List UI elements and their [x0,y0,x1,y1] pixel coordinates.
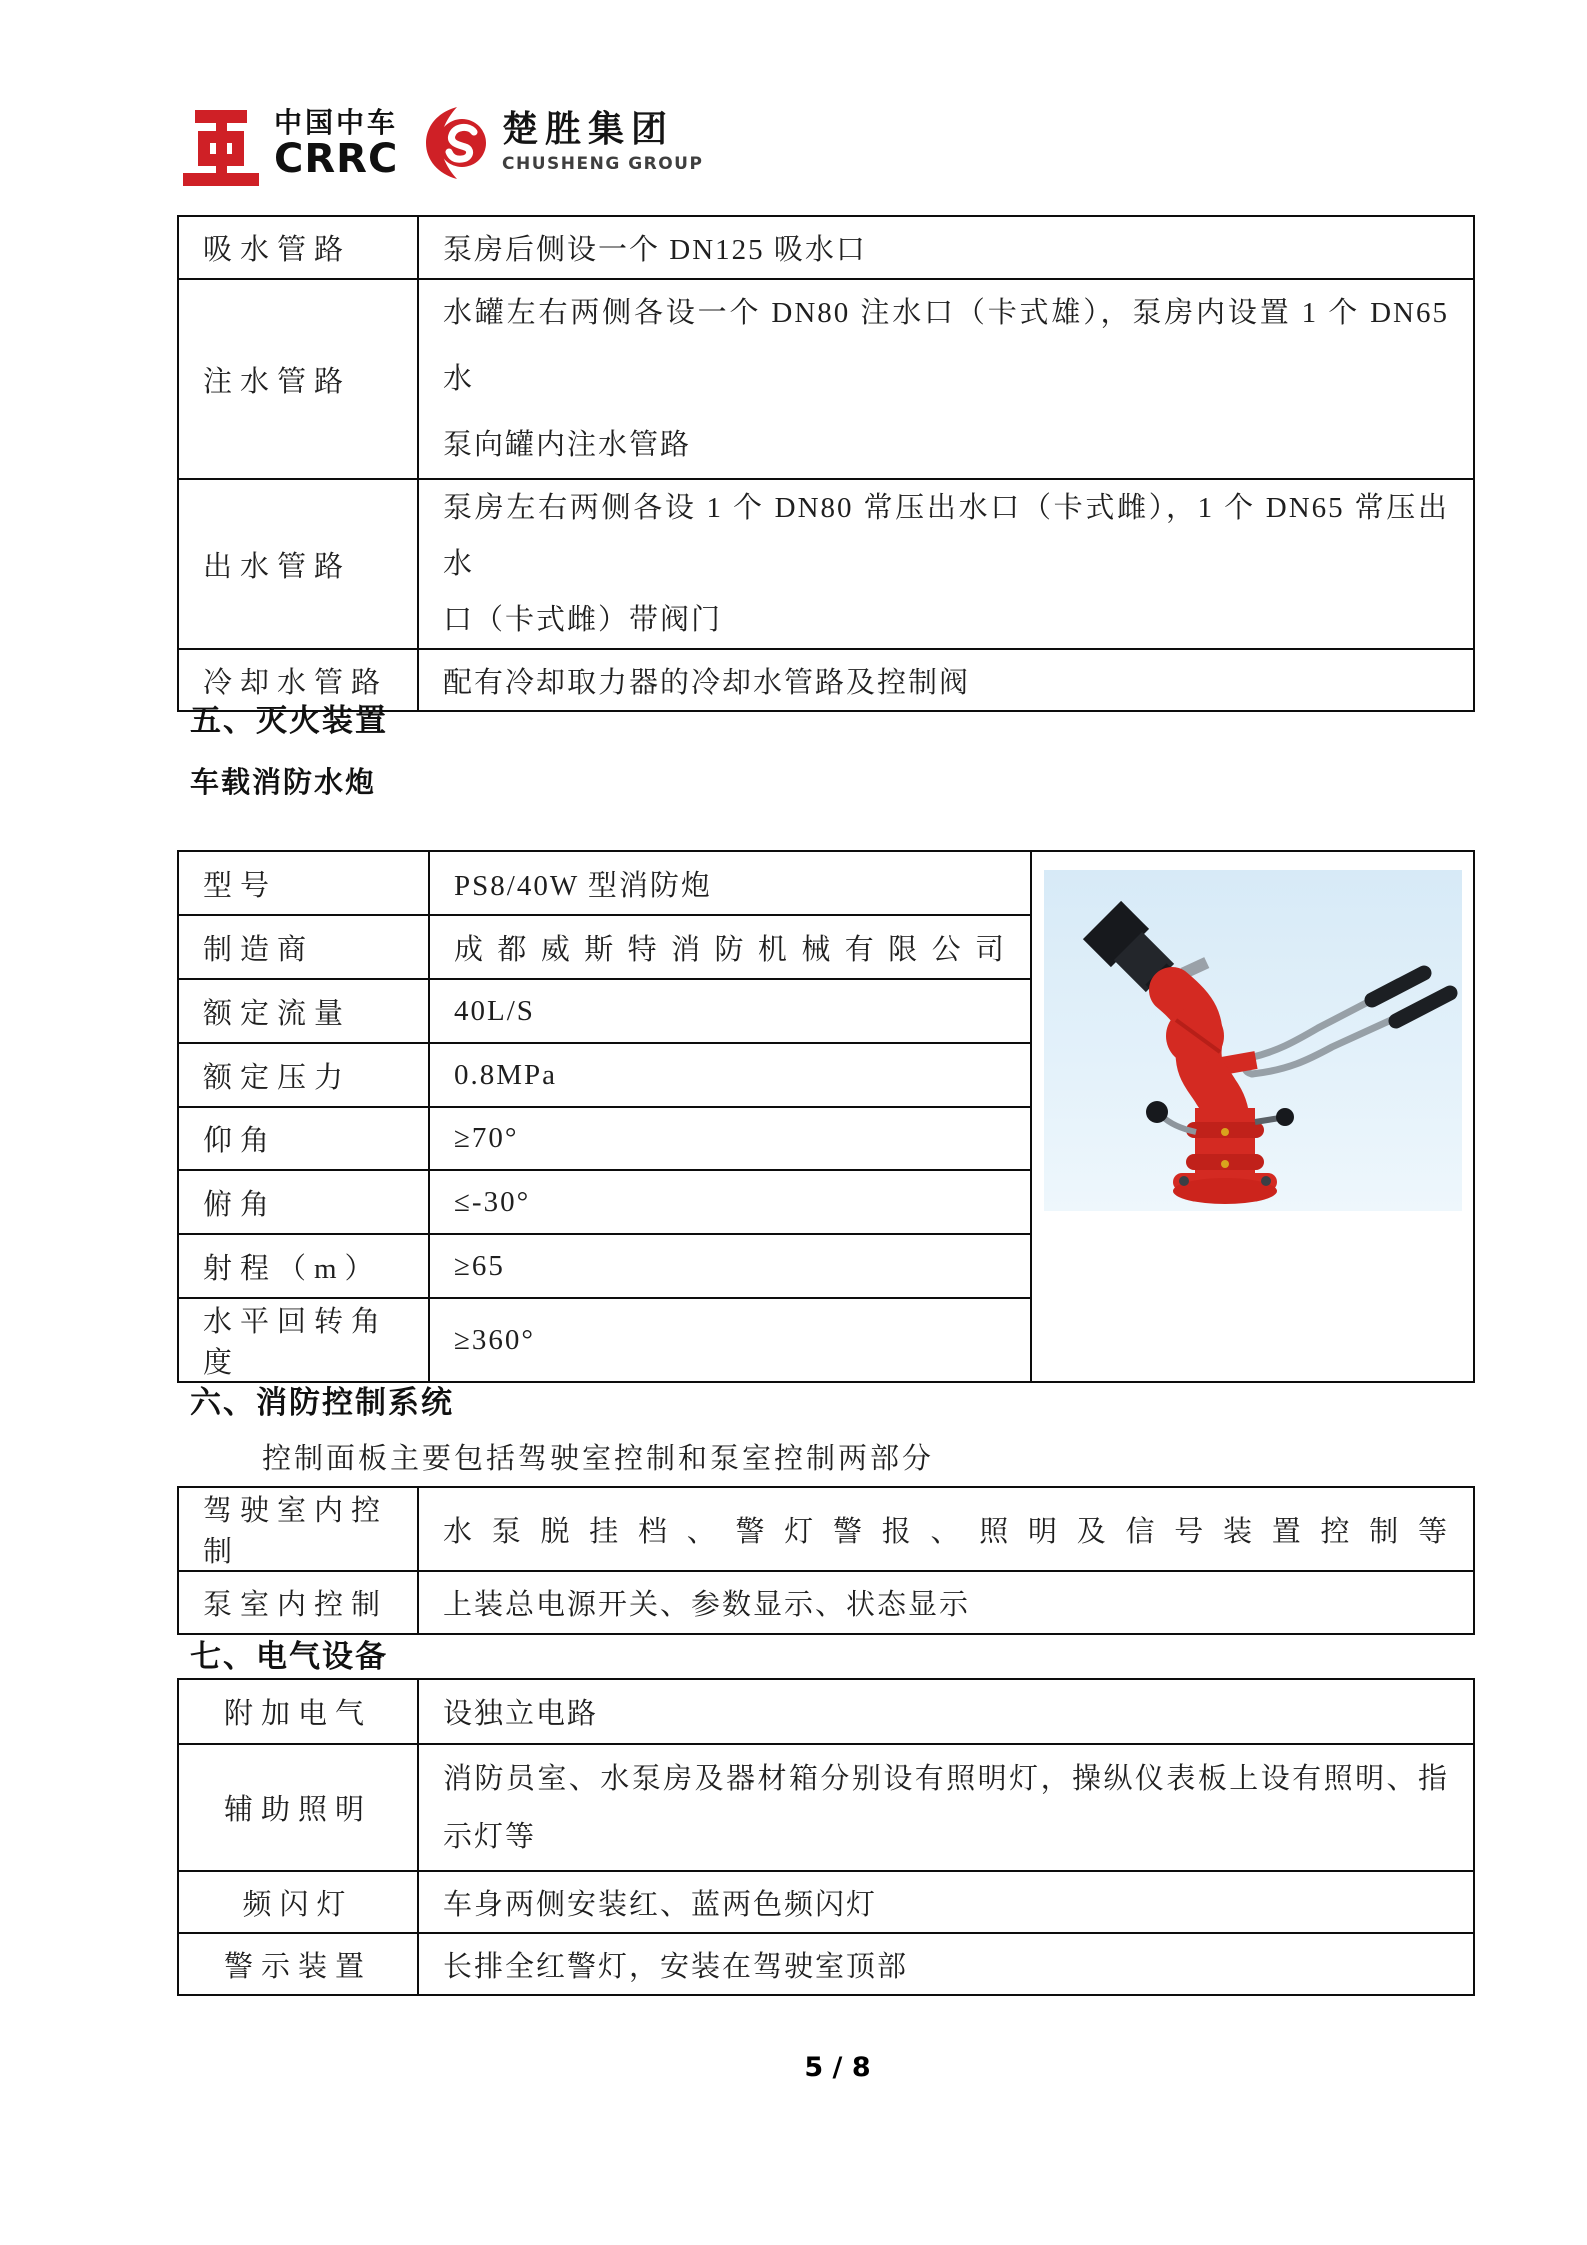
row-value: ≥360° [429,1298,1031,1382]
row-label: 型号 [178,851,429,915]
table-row [178,1487,1474,1571]
row-label: 警示装置 [178,1933,418,1995]
fire-monitor-spec-table [177,850,1475,1383]
crrc-logo-text [274,106,399,182]
row-value: 配有冷却取力器的冷却水管路及控制阀 [418,649,1474,711]
row-label: 仰角 [178,1107,429,1170]
control-table [177,1486,1475,1635]
page-number: 5 / 8 [804,2052,871,2083]
row-label: 额定压力 [178,1043,429,1107]
section-5-title: 五、灭火装置 [190,703,388,739]
row-value: 泵房左右两侧各设 1 个 DN80 常压出水口（卡式雌），1 个 DN65 常压出水 口（卡式雌）带阀门 [418,479,1474,649]
chusheng-logo-zh: 楚胜集团 [502,109,675,150]
table-row [178,1744,1474,1871]
row-label: 水平回转角度 [178,1298,429,1382]
crrc-logo-zh: 中国中车 [274,106,399,139]
section-6-title: 六、消防控制系统 [190,1385,454,1421]
row-label: 吸水管路 [178,216,418,279]
row-label: 射程（m） [178,1234,429,1298]
row-value: 长排全红警灯，安装在驾驶室顶部 [418,1933,1474,1995]
row-value: 成都威斯特消防机械有限公司 [429,915,1031,979]
table-row [178,1679,1474,1744]
row-label: 附加电气 [178,1679,418,1744]
row-value: PS8/40W 型消防炮 [429,851,1031,915]
table-row [178,851,1474,915]
crrc-logo-icon [183,110,259,186]
row-value: 泵房后侧设一个 DN125 吸水口 [418,216,1474,279]
row-label: 出水管路 [178,479,418,649]
electrical-table [177,1678,1475,1996]
row-value: 消防员室、水泵房及器材箱分别设有照明灯，操纵仪表板上设有照明、指 示灯等 [418,1744,1474,1871]
row-value: 设独立电路 [418,1679,1474,1744]
row-label: 冷却水管路 [178,649,418,711]
row-label: 泵室内控制 [178,1571,418,1634]
row-label: 额定流量 [178,979,429,1043]
section-7-title: 七、电气设备 [190,1639,388,1675]
table-row [178,216,1474,279]
row-value: ≤-30° [429,1170,1031,1234]
piping-table [177,215,1475,712]
crrc-logo-en: CRRC [274,136,399,182]
row-value: ≥70° [429,1107,1031,1170]
row-label: 驾驶室内控制 [178,1487,418,1571]
row-label: 频闪灯 [178,1871,418,1933]
row-value: 0.8MPa [429,1043,1031,1107]
table-row [178,479,1474,649]
row-value: ≥65 [429,1234,1031,1298]
row-label: 俯角 [178,1170,429,1234]
section-6-paragraph: 控制面板主要包括驾驶室控制和泵室控制两部分 [262,1443,935,1475]
fire-monitor-photo [1044,870,1462,1211]
row-label: 注水管路 [178,279,418,479]
table-row [178,1871,1474,1933]
row-value: 水泵脱挂档、警灯警报、照明及信号装置控制等 [418,1487,1474,1571]
table-row [178,1933,1474,1995]
row-label: 制造商 [178,915,429,979]
chusheng-logo-icon [424,106,488,182]
table-row [178,1571,1474,1634]
row-value: 水罐左右两侧各设一个 DN80 注水口（卡式雄），泵房内设置 1 个 DN65 水 泵向罐内注水管路 [418,279,1474,479]
table-row [178,279,1474,479]
fire-monitor-photo-cell [1031,851,1474,1382]
section-5-subtitle: 车载消防水炮 [190,765,377,799]
chusheng-logo-en: CHUSHENG GROUP [502,154,704,174]
row-value: 车身两侧安装红、蓝两色频闪灯 [418,1871,1474,1933]
row-label: 辅助照明 [178,1744,418,1871]
row-value: 上装总电源开关、参数显示、状态显示 [418,1571,1474,1634]
chusheng-logo-text [502,109,704,174]
row-value: 40L/S [429,979,1031,1043]
